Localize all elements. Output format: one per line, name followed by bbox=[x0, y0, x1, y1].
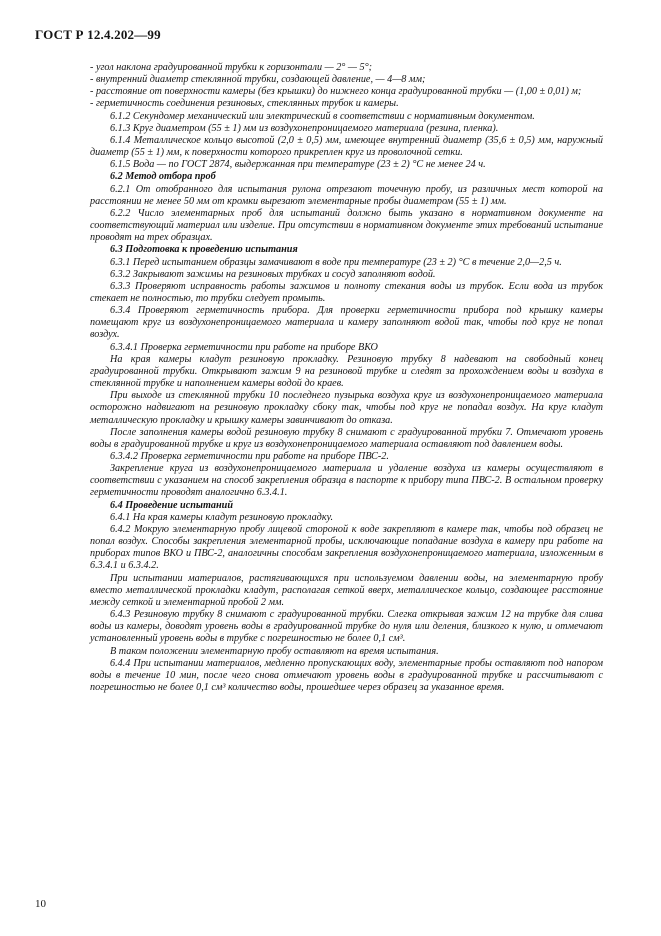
paragraph: 6.1.2 Секундомер механический или электрический в соответствии с нормативным документом. bbox=[110, 110, 535, 122]
paragraph: 6.4.3 Резиновую трубку 8 снимают с градуированной трубки. Слегка открывая зажим 12 на трубке для слива воды из камеры, доводят уровень воды в градуированной трубке до нуля или деления, близкого к нулю, и отмечают установленный уровень воды в трубке с погрешностью не более 0,1 см³. bbox=[90, 609, 603, 645]
paragraph: 6.1.5 Вода — по ГОСТ 2874, выдержанная при температуре (23 ± 2) °С не менее 24 ч. bbox=[110, 159, 486, 171]
paragraph: 6.3.4 Проверяют герметичность прибора. Для проверки герметичности прибора под крышку камеры помещают круг из воздухонепроницаемого материала и камеру заполняют водой так, чтобы под круг не попал воздух. bbox=[90, 305, 603, 341]
paragraph: Закрепление круга из воздухонепроницаемого материала и удаление воздуха из камеры осуществляют в соответствии с указанием на способ закрепления образца в паспорте к прибору типа ПВС-2. В остальном проверку герметичности проводят аналогично 6.3.4.1. bbox=[90, 463, 603, 499]
paragraph: 6.3.4.1 Проверка герметичности при работе на приборе ВКО bbox=[110, 341, 378, 353]
section-heading: 6.4 Проведение испытаний bbox=[110, 499, 233, 511]
paragraph: 6.3.2 Закрывают зажимы на резиновых трубках и сосуд заполняют водой. bbox=[110, 268, 436, 280]
paragraph: 6.3.4.2 Проверка герметичности при работе на приборе ПВС-2. bbox=[110, 451, 389, 462]
paragraph: При выходе из стеклянной трубки 10 последнего пузырька воздуха круг из воздухонепроницаемого материала осторожно надвигают на резиновую прокладку сбоку так, чтобы под круг не попадал воздух. На круг кладут металлическую прокладку и крышку камеры завинчивают до отказа. bbox=[90, 390, 603, 426]
section-heading: 6.2 Метод отбора проб bbox=[110, 171, 216, 183]
paragraph: 6.2.1 От отобранного для испытания рулона отрезают точечную пробу, из различных мест которой на расстоянии не менее 50 мм от кромки вырезают элементарные пробы диаметром (55 ± 1) мм. bbox=[90, 183, 603, 207]
paragraph: В таком положении элементарную пробу оставляют на время испытания. bbox=[110, 645, 439, 657]
paragraph: 6.1.3 Круг диаметром (55 ± 1) мм из воздухонепроницаемого материала (резина, пленка). bbox=[110, 122, 499, 134]
paragraph: 6.4.2 Мокрую элементарную пробу лицевой стороной к воде закрепляют в камере так, чтобы под образец не попал воздух. Способы закрепления элементарной пробы, исключающие попадание воздуха в камеру при работе на приборах типов ВКО и ПВС-2, аналогичны способам закрепления воздухонепроницаемого материала, изложенным в 6.3.4.1 и 6.3.4.2. bbox=[90, 523, 603, 572]
page-number: 10 bbox=[35, 898, 46, 910]
list-item: - угол наклона градуированной трубки к горизонтали — 2° — 5°; bbox=[90, 62, 373, 73]
list-item: - внутренний диаметр стеклянной трубки, создающей давление, — 4—8 мм; bbox=[90, 74, 426, 86]
list-item: - расстояние от поверхности камеры (без крышки) до нижнего конца градуированной трубки — (1,00 ± 0,01) м; bbox=[90, 86, 582, 98]
standard-header: ГОСТ Р 12.4.202—99 bbox=[35, 27, 161, 42]
paragraph: При испытании материалов, растягивающихся при используемом давлении воды, на элементарную пробу вместо металлической прокладки кладут, располагая сеткой вверх, металлическое кольцо, создающее расстояние между сеткой и элементарной пробой 2 мм. bbox=[90, 572, 603, 608]
paragraph: 6.4.1 На края камеры кладут резиновую прокладку. bbox=[110, 511, 334, 523]
document-body bbox=[90, 62, 603, 694]
paragraph: 6.4.4 При испытании материалов, медленно пропускающих воду, элементарные пробы оставляют под напором воды в течение 10 мин, после чего снова отмечают уровень воды в градуированной трубке и рассчитывают с погрешностью не более 0,1 см³ количество воды, прошедшее через образец за указанное время. bbox=[90, 657, 603, 693]
paragraph: 6.3.3 Проверяют исправность работы зажимов и полноту стекания воды из трубок. Если вода из трубок стекает не полностью, то трубки следует промыть. bbox=[90, 280, 603, 304]
paragraph: На края камеры кладут резиновую прокладку. Резиновую трубку 8 надевают на свободный конец градуированной трубки. Открывают зажим 9 на резиновой трубке и следят за прохождением воды и воздуха в стеклянной трубке и наполнением камеры водой до краев. bbox=[90, 353, 603, 390]
paragraph: 6.2.2 Число элементарных проб для испытаний должно быть указано в нормативном документе на соответствующий материал или изделие. При отсутствии в нормативном документе этих требований испытание проводят на трех образцах. bbox=[90, 207, 603, 244]
paragraph: 6.3.1 Перед испытанием образцы замачивают в воде при температуре (23 ± 2) °С в течение 2,0—2,5 ч. bbox=[110, 256, 562, 268]
paragraph: После заполнения камеры водой резиновую трубку 8 снимают с градуированной трубки 7. Отмечают уровень воды в градуированной трубке и круг из воздухонепроницаемого материала оставляют под давлением воды. bbox=[90, 426, 603, 450]
paragraph: 6.1.4 Металлическое кольцо высотой (2,0 ± 0,5) мм, имеющее внутренний диаметр (35,6 ± 0,5) мм, наружный диаметр (55 ± 1) мм, к поверхности которого прикреплен круг из проволочной сетки. bbox=[90, 134, 603, 159]
section-heading: 6.3 Подготовка к проведению испытания bbox=[110, 244, 298, 256]
list-item: - герметичность соединения резиновых, стеклянных трубок и камеры. bbox=[90, 98, 399, 110]
